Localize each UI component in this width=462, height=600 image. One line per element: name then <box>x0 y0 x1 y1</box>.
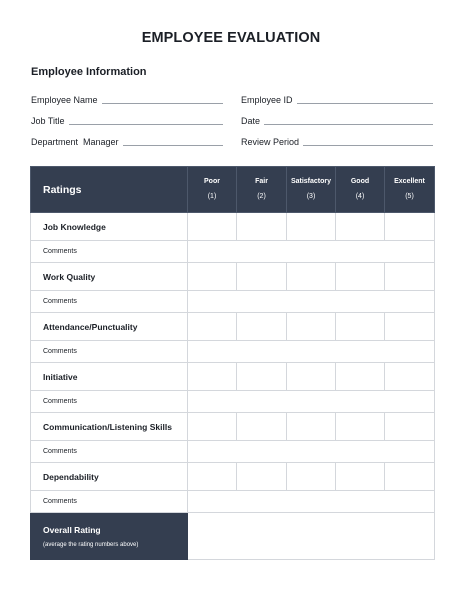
department-manager-line <box>123 145 223 146</box>
rating-cell[interactable] <box>385 463 435 491</box>
criterion-row <box>31 213 435 241</box>
comments-cell[interactable] <box>188 441 435 463</box>
job-title-label: Job Title <box>31 116 65 126</box>
rating-cell[interactable] <box>287 213 336 241</box>
criterion-label: Communication/Listening Skills <box>31 413 188 441</box>
rating-cell[interactable] <box>385 363 435 391</box>
comments-label: Comments <box>31 341 188 363</box>
criterion-label: Initiative <box>31 363 188 391</box>
rating-cell[interactable] <box>336 313 385 341</box>
comments-cell[interactable] <box>188 291 435 313</box>
criterion-row <box>31 363 435 391</box>
scale-number: (5) <box>405 193 414 200</box>
criterion-row <box>31 313 435 341</box>
employee-information-heading: Employee Information <box>31 66 147 78</box>
rating-cell[interactable] <box>385 263 435 291</box>
rating-cell[interactable] <box>385 313 435 341</box>
criterion-label: Attendance/Punctuality <box>31 313 188 341</box>
criterion-label: Job Knowledge <box>31 213 188 241</box>
criterion-label: Work Quality <box>31 263 188 291</box>
scale-good <box>336 167 385 213</box>
ratings-header-row <box>31 167 435 213</box>
scale-number: (2) <box>257 193 266 200</box>
rating-cell[interactable] <box>385 413 435 441</box>
date-line <box>264 124 433 125</box>
comments-row <box>31 391 435 413</box>
scale-satisfactory <box>287 167 336 213</box>
scale-number: (4) <box>355 193 365 200</box>
department-manager-field[interactable] <box>31 134 223 148</box>
rating-cell[interactable] <box>336 263 385 291</box>
employee-id-label: Employee ID <box>241 95 293 105</box>
rating-cell[interactable] <box>385 213 435 241</box>
criterion-label: Dependability <box>31 463 188 491</box>
scale-name: Poor <box>204 178 220 185</box>
comments-row <box>31 291 435 313</box>
rating-cell[interactable] <box>336 213 385 241</box>
criterion-row <box>31 463 435 491</box>
page-title: EMPLOYEE EVALUATION <box>141 30 321 46</box>
department-manager-label: Department Manager <box>31 137 119 147</box>
comments-label: Comments <box>31 441 188 463</box>
ratings-header: Ratings <box>31 167 188 213</box>
overall-rating-row <box>31 513 435 560</box>
comments-row <box>31 441 435 463</box>
job-title-line <box>69 124 223 125</box>
criterion-row <box>31 263 435 291</box>
rating-cell[interactable] <box>336 413 385 441</box>
scale-name: Good <box>350 178 370 185</box>
scale-poor <box>188 167 237 213</box>
review-period-field[interactable] <box>241 134 433 148</box>
overall-rating-label <box>31 513 188 560</box>
comments-cell[interactable] <box>188 241 435 263</box>
rating-cell[interactable] <box>237 313 287 341</box>
comments-row <box>31 341 435 363</box>
rating-cell[interactable] <box>287 463 336 491</box>
date-field[interactable] <box>241 113 433 127</box>
scale-number: (3) <box>306 193 316 200</box>
scale-number: (1) <box>207 193 217 200</box>
rating-cell[interactable] <box>237 213 287 241</box>
employee-id-field[interactable] <box>241 92 433 106</box>
ratings-table <box>30 166 435 560</box>
rating-cell[interactable] <box>188 213 237 241</box>
comments-label: Comments <box>31 291 188 313</box>
rating-cell[interactable] <box>188 313 237 341</box>
rating-cell[interactable] <box>237 413 287 441</box>
date-label: Date <box>241 116 261 126</box>
rating-cell[interactable] <box>287 313 336 341</box>
rating-cell[interactable] <box>188 363 237 391</box>
rating-cell[interactable] <box>188 413 237 441</box>
employee-name-label: Employee Name <box>31 95 98 105</box>
rating-cell[interactable] <box>287 263 336 291</box>
scale-name: Satisfactory <box>290 178 332 185</box>
scale-name: Excellent <box>394 178 425 185</box>
comments-row <box>31 241 435 263</box>
employee-name-line <box>102 103 223 104</box>
comments-cell[interactable] <box>188 491 435 513</box>
rating-cell[interactable] <box>188 263 237 291</box>
scale-fair <box>237 167 287 213</box>
rating-cell[interactable] <box>237 363 287 391</box>
employee-name-field[interactable] <box>31 92 223 106</box>
rating-cell[interactable] <box>287 363 336 391</box>
rating-cell[interactable] <box>336 363 385 391</box>
scale-name: Fair <box>255 178 268 185</box>
comments-label: Comments <box>31 491 188 513</box>
rating-cell[interactable] <box>336 463 385 491</box>
comments-row <box>31 491 435 513</box>
rating-cell[interactable] <box>237 463 287 491</box>
comments-label: Comments <box>31 241 188 263</box>
rating-cell[interactable] <box>287 413 336 441</box>
rating-cell[interactable] <box>237 263 287 291</box>
review-period-label: Review Period <box>241 137 300 147</box>
comments-cell[interactable] <box>188 391 435 413</box>
comments-cell[interactable] <box>188 341 435 363</box>
employee-id-line <box>297 103 433 104</box>
review-period-line <box>303 145 433 146</box>
job-title-field[interactable] <box>31 113 223 127</box>
overall-rating-title: Overall Rating <box>43 524 101 535</box>
criterion-row <box>31 413 435 441</box>
comments-label: Comments <box>31 391 188 413</box>
scale-excellent <box>385 167 435 213</box>
overall-rating-subtitle: (average the rating numbers above) <box>43 541 139 548</box>
rating-cell[interactable] <box>188 463 237 491</box>
overall-rating-cell[interactable] <box>188 513 435 560</box>
